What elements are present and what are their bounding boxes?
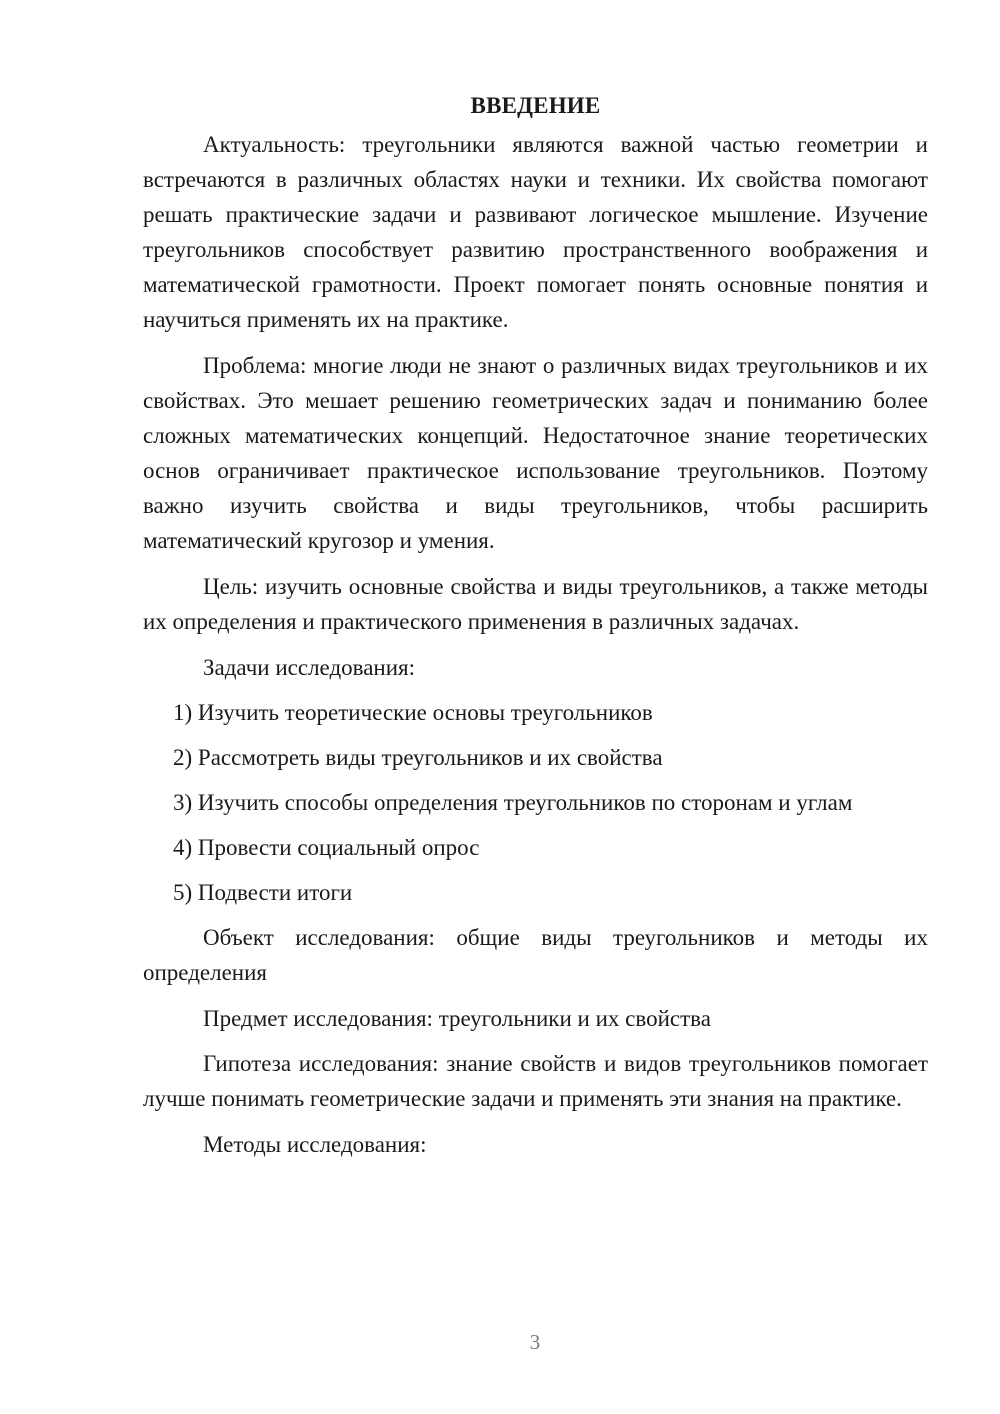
list-item: 4) Провести социальный опрос xyxy=(173,835,480,860)
problem-paragraph: Проблема: многие люди не знают о различных видах треугольников и их свойствах. Это мешает решению геометрических задач и пониманию более сложных математических концепций. Недостаточное знание теоретических основ ограничивает практическое использование треугольников. Поэтому важно изучить свойства и виды треугольников, чтобы расширить математический кругозор и умения. xyxy=(143,353,928,553)
page-number: 3 xyxy=(529,1330,541,1354)
document-page xyxy=(143,88,928,1172)
list-item: 5) Подвести итоги xyxy=(173,880,353,905)
methods-heading: Методы исследования: xyxy=(203,1132,427,1157)
hypothesis-paragraph: Гипотеза исследования: знание свойств и видов треугольников помогает лучше понимать геометрические задачи и применять эти знания на практике. xyxy=(143,1051,928,1111)
tasks-list xyxy=(143,695,928,910)
page-title: ВВЕДЕНИЕ xyxy=(470,93,601,118)
list-item: 2) Рассмотреть виды треугольников и их свойства xyxy=(173,745,663,770)
relevance-paragraph: Актуальность: треугольники являются важной частью геометрии и встречаются в различных областях науки и техники. Их свойства помогают решать практические задачи и развивают логическое мышление. Изучение треугольников способствует развитию пространственного воображения и математической грамотности. Проект помогает понять основные понятия и научиться применять их на практике. xyxy=(143,132,928,332)
object-paragraph: Объект исследования: общие виды треугольников и методы их определения xyxy=(143,925,928,985)
goal-paragraph: Цель: изучить основные свойства и виды треугольников, а также методы их определения и практического применения в различных задачах. xyxy=(143,574,928,634)
list-item: 1) Изучить теоретические основы треугольников xyxy=(173,700,653,725)
tasks-heading: Задачи исследования: xyxy=(203,655,416,680)
subject-paragraph: Предмет исследования: треугольники и их свойства xyxy=(203,1006,711,1031)
list-item: 3) Изучить способы определения треугольников по сторонам и углам xyxy=(173,790,853,815)
